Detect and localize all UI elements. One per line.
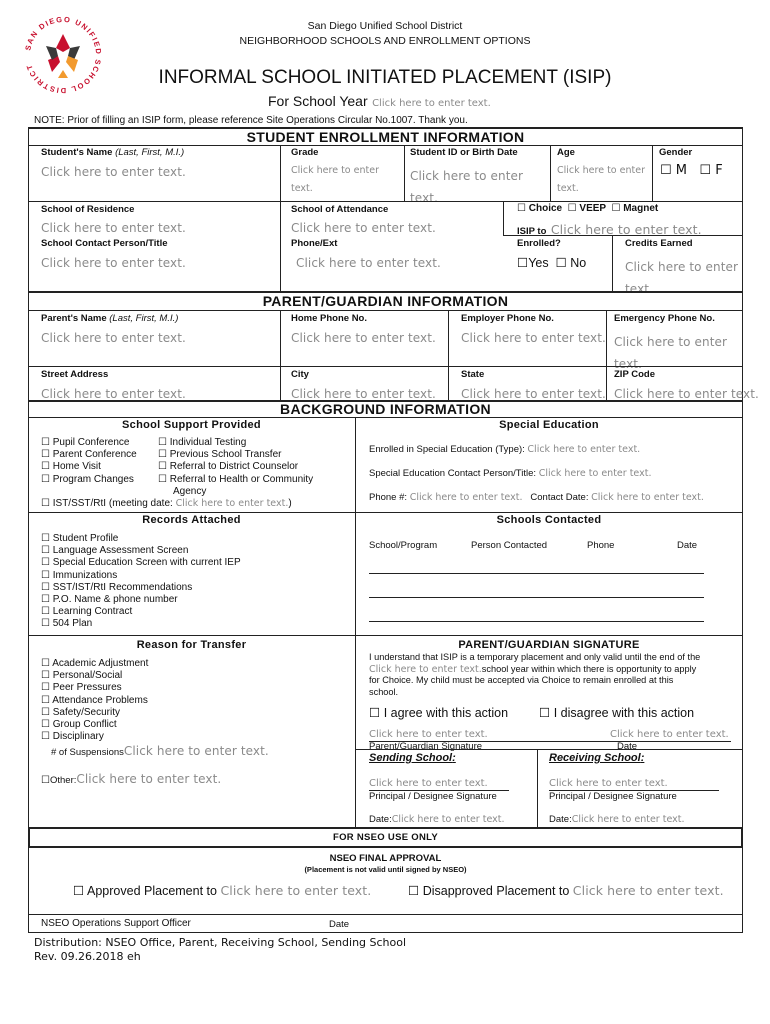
schools-line[interactable] (369, 573, 704, 574)
zip-label: ZIP Code (614, 369, 655, 380)
home-phone-label: Home Phone No. (291, 313, 368, 324)
choice-checkbox[interactable]: ☐ (517, 203, 526, 214)
enrolled-options: ☐Yes ☐ No (517, 255, 587, 270)
contact-field[interactable]: Click here to enter text. (41, 256, 186, 270)
checkbox[interactable]: ☐ (41, 473, 50, 485)
checkbox[interactable]: ☐ (41, 461, 50, 473)
parent-name-label: Parent's Name (Last, First, M.I.) (41, 313, 179, 324)
nseo-use-only: FOR NSEO USE ONLY (332, 832, 439, 843)
student-name-label: Student's Name (Last, First, M.I.) (41, 147, 185, 158)
checkbox[interactable]: ☐ (158, 473, 167, 485)
student-id-field[interactable]: Click here to enter text. (410, 169, 524, 205)
support-left-list (41, 437, 137, 486)
support-title: School Support Provided (122, 419, 261, 431)
checkbox[interactable]: ☐ (41, 594, 50, 606)
street-field[interactable]: Click here to enter text. (41, 387, 186, 401)
parent-section-title: PARENT/GUARDIAN INFORMATION (262, 293, 509, 309)
ist-checkbox[interactable]: ☐ (41, 498, 50, 509)
nseo-officer-label: NSEO Operations Support Officer (41, 918, 191, 929)
support-item: ☐ Parent Conference (41, 449, 137, 461)
gender-label: Gender (659, 147, 693, 158)
sending-signature-field[interactable]: Click here to enter text. (369, 778, 488, 789)
attendance-label: School of Attendance (291, 204, 389, 215)
support-item: ☐ Pupil Conference (41, 437, 130, 448)
background-section-title: BACKGROUND INFORMATION (280, 401, 491, 417)
sending-date-row: Date:Click here to enter text. (369, 814, 505, 825)
isip-to-row (517, 221, 702, 239)
nseo-date-label: Date (329, 919, 350, 930)
sped-title: Special Education (499, 419, 599, 431)
gender-m-checkbox[interactable]: ☐ (660, 163, 672, 178)
distribution-text: Distribution: NSEO Office, Parent, Receiving School, Sending School (34, 936, 407, 949)
ist-row: ☐ IST/SST/RtI (meeting date: Click here to enter text.) (41, 498, 292, 509)
parent-date-field[interactable]: Click here to enter text. (610, 729, 729, 740)
records-title: Records Attached (142, 514, 241, 526)
grade-field[interactable]: Click here to enter text. (291, 165, 379, 194)
checkbox[interactable]: ☐ (158, 437, 167, 448)
support-item: ☐ Referral to Health or Community (158, 473, 314, 485)
schools-line[interactable] (369, 597, 704, 598)
ist-date-field[interactable]: Click here to enter text. (175, 498, 289, 509)
record-item: ☐ Immunizations (41, 569, 118, 581)
street-label: Street Address (41, 369, 109, 380)
emergency-phone-label: Emergency Phone No. (614, 313, 715, 324)
record-item: ☐ 504 Plan (41, 618, 93, 630)
isip-to-field[interactable]: Click here to enter text. (550, 222, 702, 237)
record-item: ☐ Student Profile (41, 533, 119, 544)
district-name: San Diego Unified School District (307, 20, 463, 32)
gender-options (660, 163, 723, 178)
sig-statement: I understand that ISIP is a temporary placement and only valid until the end of the Click here to enter text.school year within which there is opportunity to apply for Choice. My child must be accepted via Choice to remain enrolled at this school. (369, 652, 701, 697)
reason-item: ☐ Disciplinary (41, 731, 104, 743)
sending-school-title: Sending School: (369, 752, 456, 764)
reason-item: ☐ Peer Pressures (41, 682, 122, 694)
parent-signature-field[interactable]: Click here to enter text. (369, 729, 488, 740)
enrolled-label: Enrolled? (517, 238, 561, 249)
logo-ring-text: SAN DIEGO UNIFIED SCHOOL DISTRICT (23, 14, 104, 96)
checkbox[interactable]: ☐ (41, 706, 50, 718)
contact-label: School Contact Person/Title (41, 238, 168, 249)
sped-type-field[interactable]: Click here to enter text. (527, 444, 641, 455)
checkbox[interactable]: ☐ (41, 557, 50, 569)
city-label: City (291, 369, 309, 380)
disapproved-field[interactable]: Click here to enter text. (572, 883, 724, 898)
nseo-final-approval: NSEO FINAL APPROVAL (329, 853, 442, 864)
checkbox[interactable]: ☐ (158, 461, 167, 473)
record-item: ☐ Learning Contract (41, 606, 133, 618)
checkbox[interactable]: ☐ (41, 545, 50, 557)
checkbox[interactable]: ☐ (41, 533, 50, 544)
sped-date-field[interactable]: Click here to enter text. (591, 492, 704, 503)
school-year-field[interactable]: Click here to enter text. (372, 98, 491, 109)
checkbox[interactable]: ☐ (41, 682, 50, 694)
support-item: ☐ Home Visit (41, 461, 101, 473)
disapproved-checkbox[interactable]: ☐ (408, 883, 420, 898)
support-item: ☐ Previous School Transfer (158, 449, 282, 461)
school-year-row (268, 93, 491, 111)
gender-f-checkbox[interactable]: ☐ (699, 163, 712, 178)
grade-label: Grade (291, 147, 319, 158)
disagree-checkbox[interactable]: ☐ (539, 705, 551, 720)
checkbox[interactable]: ☐ (41, 694, 50, 706)
schools-title: Schools Contacted (496, 514, 602, 526)
age-field[interactable]: Click here to enter text. (557, 165, 645, 194)
state-field[interactable]: Click here to enter text. (461, 387, 606, 401)
employer-phone-label: Employer Phone No. (461, 313, 554, 324)
checkbox[interactable]: ☐ (41, 731, 50, 743)
emergency-phone-field[interactable]: Click here to enter text. (614, 335, 728, 371)
reason-item: ☐ Attendance Problems (41, 694, 148, 706)
col-date: Date (677, 540, 698, 551)
student-section-title: STUDENT ENROLLMENT INFORMATION (246, 129, 525, 145)
residence-label: School of Residence (41, 204, 135, 215)
isip-to-label: ISIP to (517, 226, 547, 237)
col-person-contacted: Person Contacted (471, 540, 548, 551)
zip-field[interactable]: Click here to enter text. (614, 387, 759, 401)
program-type-options: ☐ Choice ☐ VEEP ☐ Magnet (517, 203, 659, 214)
checkbox[interactable]: ☐ (158, 449, 167, 461)
disagree-option: ☐ I disagree with this action (539, 705, 695, 720)
parent-name-field[interactable]: Click here to enter text. (41, 331, 186, 345)
reason-item: ☐ Academic Adjustment (41, 658, 149, 669)
col-phone: Phone (587, 540, 615, 551)
parent-date-label: Date (617, 741, 638, 752)
reason-item: ☐ Group Conflict (41, 719, 117, 731)
residence-field[interactable]: Click here to enter text. (41, 221, 186, 235)
sped-phone-field[interactable]: Click here to enter text. (409, 492, 523, 503)
support-right-list (158, 437, 313, 498)
state-label: State (461, 369, 485, 380)
receiving-school-title: Receiving School: (549, 752, 645, 764)
receiving-signature-field[interactable]: Click here to enter text. (549, 778, 668, 789)
receiving-date-row: Date:Click here to enter text. (549, 814, 685, 825)
city-field[interactable]: Click here to enter text. (291, 387, 436, 401)
reason-title: Reason for Transfer (136, 639, 247, 651)
form-title: INFORMAL SCHOOL INITIATED PLACEMENT (ISIP) (158, 67, 612, 88)
age-label: Age (557, 147, 575, 158)
suspensions-row: # of SuspensionsClick here to enter text. (51, 744, 269, 758)
col-school-program: School/Program (369, 540, 438, 551)
veep-checkbox[interactable]: ☐ (567, 203, 577, 214)
enrolled-no-checkbox[interactable]: ☐ (555, 255, 567, 270)
checkbox[interactable]: ☐ (41, 569, 50, 581)
receiving-principal-label: Principal / Designee Signature (549, 791, 677, 802)
office-subtitle: NEIGHBORHOOD SCHOOLS AND ENROLLMENT OPTIONS (239, 35, 531, 47)
credits-field[interactable]: Click here to enter text. (625, 260, 739, 296)
student-id-label: Student ID or Birth Date (410, 147, 518, 158)
record-item: ☐ P.O. Name & phone number (41, 594, 178, 606)
school-year-label: For School Year (268, 93, 368, 109)
schools-line[interactable] (369, 621, 704, 622)
sig-title: PARENT/GUARDIAN SIGNATURE (458, 639, 640, 651)
support-item-continued: Agency (173, 485, 207, 497)
home-phone-field[interactable]: Click here to enter text. (291, 331, 436, 345)
sped-contact-row: Special Education Contact Person/Title: Click here to enter text. (369, 468, 652, 479)
credits-label: Credits Earned (625, 238, 693, 249)
checkbox[interactable]: ☐ (41, 581, 50, 593)
record-item: ☐ Special Education Screen with current IEP (41, 557, 241, 569)
receiving-date-field[interactable]: Click here to enter text. (571, 814, 685, 825)
phone-ext-field[interactable]: Click here to enter text. (296, 256, 441, 270)
agree-option: ☐ I agree with this action (369, 705, 509, 720)
sped-phone-row: Phone #: Click here to enter text. Contact Date: Click here to enter text. (369, 492, 704, 503)
agree-checkbox[interactable]: ☐ (369, 705, 381, 720)
checkbox[interactable]: ☐ (41, 670, 50, 682)
records-list (41, 533, 241, 631)
reason-item: ☐ Safety/Security (41, 706, 121, 718)
student-name-field[interactable]: Click here to enter text. (41, 165, 186, 179)
support-item: ☐ Individual Testing (158, 437, 247, 448)
phone-ext-label: Phone/Ext (291, 238, 338, 249)
support-item: ☐ Referral to District Counselor (158, 461, 299, 473)
disapproved-row: ☐ Disapproved Placement to Click here to enter text. (408, 883, 724, 898)
revision-text: Rev. 09.26.2018 eh (34, 950, 141, 963)
attendance-field[interactable]: Click here to enter text. (291, 221, 436, 235)
sig-year-field[interactable]: Click here to enter text. (369, 663, 482, 675)
sped-type-row: Enrolled in Special Education (Type): Click here to enter text. (369, 444, 641, 455)
reason-item: ☐ Personal/Social (41, 670, 123, 682)
note-text: NOTE: Prior of filling an ISIP form, please reference Site Operations Circular No.1007. Thank you. (34, 115, 468, 126)
employer-phone-field[interactable]: Click here to enter text. (461, 331, 606, 345)
checkbox[interactable]: ☐ (41, 618, 50, 630)
other-checkbox[interactable]: ☐ (41, 775, 50, 786)
other-field[interactable]: Click here to enter text. (76, 772, 222, 786)
sped-contact-field[interactable]: Click here to enter text. (538, 468, 652, 479)
sending-principal-label: Principal / Designee Signature (369, 791, 497, 802)
enrolled-yes-checkbox[interactable]: ☐ (517, 255, 529, 270)
parent-signature-label: Parent/Guardian Signature (369, 741, 483, 752)
suspensions-field[interactable]: Click here to enter text. (123, 744, 269, 758)
record-item: ☐ SST/IST/RtI Recommendations (41, 581, 193, 593)
approved-row: ☐ Approved Placement to Click here to enter text. (73, 883, 372, 898)
checkbox[interactable]: ☐ (41, 606, 50, 618)
approved-checkbox[interactable]: ☐ (73, 883, 85, 898)
support-item: ☐ Program Changes (41, 473, 134, 485)
checkbox[interactable]: ☐ (41, 658, 50, 669)
checkbox[interactable]: ☐ (41, 437, 50, 448)
record-item: ☐ Language Assessment Screen (41, 545, 189, 557)
magnet-checkbox[interactable]: ☐ (611, 203, 621, 214)
checkbox[interactable]: ☐ (41, 449, 50, 461)
checkbox[interactable]: ☐ (41, 719, 50, 731)
other-row: ☐Other:Click here to enter text. (41, 772, 222, 786)
gender-f-label: F (715, 163, 723, 178)
reasons-list (41, 658, 148, 743)
gender-m-label: M (675, 163, 688, 178)
sending-date-field[interactable]: Click here to enter text. (391, 814, 505, 825)
nseo-note: (Placement is not valid until signed by NSEO) (304, 865, 467, 874)
approved-field[interactable]: Click here to enter text. (220, 883, 372, 898)
